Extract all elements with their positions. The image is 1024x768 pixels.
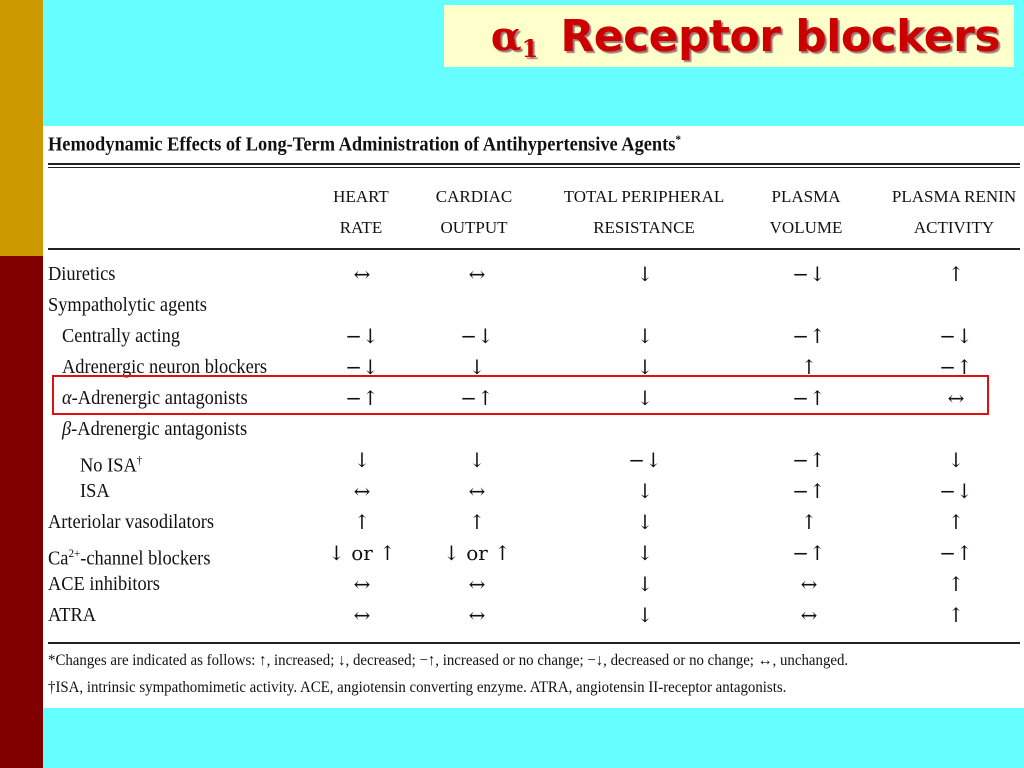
table-cell: −↓: [939, 479, 973, 503]
table-cell: ↓ or ↑: [328, 541, 396, 565]
table-cell: ↓: [636, 541, 654, 565]
row-label: [48, 510, 214, 534]
table-cell: ↔: [353, 262, 371, 286]
rule-table-bottom: [48, 642, 1020, 644]
table-cell: −↓: [345, 355, 379, 379]
table-cell: ↑: [468, 510, 486, 534]
row-label-text: Sympatholytic agents: [48, 294, 207, 316]
table-cell: ↑: [947, 262, 965, 286]
footnote-legend: *Changes are indicated as follows: ↑, increased; ↓, decreased; −↑, increased or no change; −↓, decreased or no change; ↔, unchanged.: [48, 652, 849, 669]
column-header-line2: OUTPUT: [440, 218, 508, 237]
rule-top: [48, 163, 1020, 165]
column-header-line1: HEART: [333, 187, 389, 206]
table-cell: ↔: [353, 572, 371, 596]
column-header-line2: RATE: [339, 218, 383, 237]
table-cell: −↓: [792, 262, 826, 286]
column-header-line1: PLASMA: [771, 187, 841, 206]
column-header-line2: RESISTANCE: [593, 218, 695, 237]
table-cell: ↑: [947, 572, 965, 596]
row-label: [48, 541, 210, 571]
row-label-text: Centrally acting: [62, 325, 181, 347]
row-label-text: Adrenergic neuron blockers: [62, 356, 268, 378]
table-cell: ↔: [353, 603, 371, 627]
row-label: [48, 572, 160, 596]
title-subscript: 1: [521, 33, 539, 63]
table-cell: ↓: [468, 355, 486, 379]
column-header-line2: VOLUME: [769, 218, 843, 237]
table-cell: ↔: [468, 262, 486, 286]
column-header-plasma-renin-activity: [892, 181, 1016, 243]
table-cell: ↔: [800, 572, 818, 596]
title-text: Receptor blockers: [560, 10, 1000, 62]
column-header-total-peripheral-resistance: [564, 181, 725, 243]
table-cell: ↔: [468, 479, 486, 503]
table-cell: ↔: [468, 603, 486, 627]
table-cell: −↓: [939, 324, 973, 348]
table-cell: ↓: [636, 386, 654, 410]
table-cell: ↓: [636, 324, 654, 348]
row-label-text: Arteriolar vasodilators: [48, 511, 215, 533]
table-cell: −↑: [792, 386, 826, 410]
table-cell: ↓: [353, 448, 371, 472]
table-heading-text: Hemodynamic Effects of Long-Term Administration of Antihypertensive Agents: [48, 133, 676, 156]
slide-title: [444, 5, 1014, 67]
table-cell: ↓: [636, 603, 654, 627]
table-cell: −↑: [460, 386, 494, 410]
row-label-text: -Adrenergic antagonists: [71, 418, 248, 440]
table-cell: ↓ or ↑: [443, 541, 511, 565]
table-cell: ↑: [947, 510, 965, 534]
table-cell: ↓: [636, 355, 654, 379]
side-bar-gold: [0, 0, 43, 256]
table-cell: −↑: [345, 386, 379, 410]
table-cell: ↓: [947, 448, 965, 472]
row-label-text: -Adrenergic antagonists: [71, 387, 248, 409]
row-label-text: -channel blockers: [80, 547, 211, 570]
row-label-greek-symbol: α: [62, 387, 72, 409]
row-label-superscript: 2+: [68, 546, 81, 560]
row-label-footnote-mark: †: [136, 453, 143, 467]
table-cell: ↓: [636, 510, 654, 534]
column-header-heart-rate: [333, 181, 389, 243]
rule-top-thin: [48, 167, 1020, 168]
rule-header-bottom: [48, 248, 1020, 250]
column-header-plasma-volume: [770, 181, 843, 243]
column-header-line1: TOTAL PERIPHERAL: [563, 187, 725, 206]
table-cell: ↑: [800, 355, 818, 379]
table-cell: ↔: [353, 479, 371, 503]
table-cell: ↓: [636, 262, 654, 286]
table-cell: −↑: [792, 324, 826, 348]
row-label-text: ACE inhibitors: [48, 573, 160, 595]
row-label: [48, 262, 115, 286]
side-bar-dark-red: [0, 256, 43, 768]
table-heading-footnote-mark: *: [675, 132, 681, 146]
table-cell: ↑: [353, 510, 371, 534]
footnote-abbreviations: †ISA, intrinsic sympathomimetic activity. ACE, angiotensin converting enzyme. ATRA, angiotensin II-receptor antagonists.: [48, 679, 787, 696]
table-cell: ↑: [947, 603, 965, 627]
row-label-prefix: Ca: [48, 547, 69, 570]
row-label: [62, 324, 180, 348]
row-label: [80, 479, 110, 503]
table-cell: −↑: [792, 479, 826, 503]
table-cell: ↔: [468, 572, 486, 596]
row-label-text: ATRA: [48, 604, 97, 626]
row-label: [62, 417, 247, 441]
table-cell: −↓: [628, 448, 662, 472]
row-label-text: No ISA: [80, 454, 137, 477]
table-image: [43, 126, 1024, 708]
table-cell: ↓: [636, 479, 654, 503]
table-cell: −↑: [939, 541, 973, 565]
row-label-text: ISA: [80, 480, 110, 502]
table-cell: ↓: [468, 448, 486, 472]
column-header-cardiac-output: [436, 181, 513, 243]
title-alpha-symbol: α: [490, 12, 522, 60]
table-cell: −↓: [345, 324, 379, 348]
column-header-line2: ACTIVITY: [913, 218, 995, 237]
table-cell: ↑: [800, 510, 818, 534]
table-cell: ↓: [636, 572, 654, 596]
column-header-line1: CARDIAC: [435, 187, 513, 206]
highlight-box-alpha-antagonists: [52, 375, 989, 415]
row-label: [48, 603, 96, 627]
table-cell: ↔: [947, 386, 965, 410]
row-label: [80, 448, 142, 478]
column-header-line1: PLASMA RENIN: [891, 187, 1017, 206]
table-cell: −↑: [939, 355, 973, 379]
row-label-greek-symbol: β: [62, 418, 72, 440]
row-label-text: Diuretics: [48, 263, 116, 285]
table-cell: ↔: [800, 603, 818, 627]
table-cell: −↑: [792, 541, 826, 565]
table-cell: −↑: [792, 448, 826, 472]
table-cell: −↓: [460, 324, 494, 348]
row-label: [48, 293, 207, 317]
table-heading: [48, 132, 681, 157]
